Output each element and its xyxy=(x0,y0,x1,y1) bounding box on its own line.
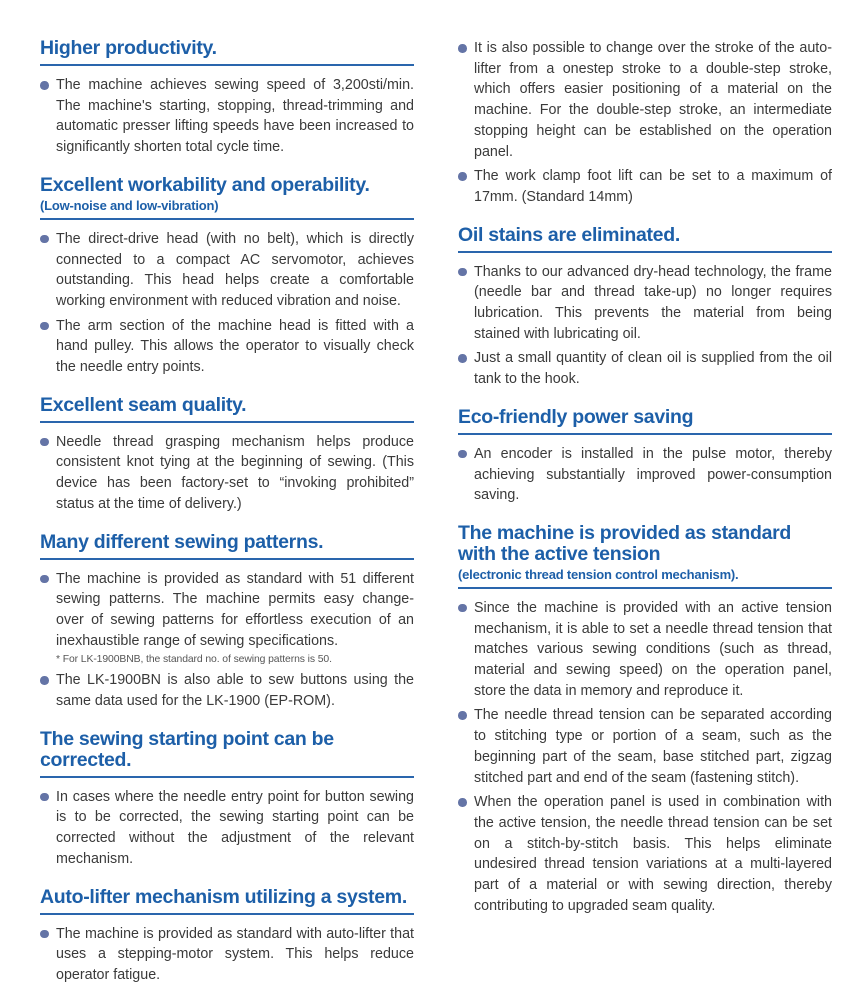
feature-section xyxy=(40,532,414,712)
bullet-list xyxy=(40,924,414,986)
bullet-text: When the operation panel is used in combination with the active tension, the needle thread tension can be set on a stitch-by-stitch basis. This helps eliminate undesired thread tension variations at a multi-layered part of a material or with sewing direction, thereby contributing to upgraded seam quality. xyxy=(474,794,832,914)
bullet-list xyxy=(40,229,414,378)
section-title: Excellent workability and operability. xyxy=(40,173,370,196)
bullet-item xyxy=(40,316,414,378)
bullet-text: The work clamp foot lift can be set to a maximum of 17mm. (Standard 14mm) xyxy=(474,168,832,205)
bullet-list xyxy=(458,38,832,208)
bullet-item xyxy=(40,670,414,711)
bullet-list xyxy=(458,598,832,917)
bullet-dot-icon xyxy=(40,575,49,584)
bullet-dot-icon xyxy=(458,268,467,277)
bullet-footnote: * For LK-1900BNB, the standard no. of sewing patterns is 50. xyxy=(56,654,332,666)
bullet-dot-icon xyxy=(458,44,467,53)
bullet-item xyxy=(40,924,414,986)
bullet-item xyxy=(40,229,414,312)
section-underline-rule xyxy=(40,913,414,915)
bullet-dot-icon xyxy=(458,711,467,720)
bullet-item xyxy=(458,262,832,345)
bullet-list xyxy=(40,75,414,158)
section-underline-rule xyxy=(458,587,832,589)
section-title: Eco-friendly power saving xyxy=(458,405,694,428)
feature-section xyxy=(458,225,832,390)
bullet-item xyxy=(40,75,414,158)
bullet-list xyxy=(40,432,414,515)
bullet-dot-icon xyxy=(458,798,467,807)
bullet-item xyxy=(458,348,832,389)
section-subtitle: (electronic thread tension control mechanism). xyxy=(458,566,739,582)
bullet-dot-icon xyxy=(40,793,49,802)
bullet-item xyxy=(458,705,832,788)
feature-section xyxy=(40,38,414,158)
bullet-item xyxy=(458,38,832,162)
bullet-dot-icon xyxy=(40,235,49,244)
bullet-list xyxy=(458,444,832,506)
bullet-text: Since the machine is provided with an active tension mechanism, it is able to set a needle thread tension that matches various sewing conditions (such as thread, material and sewing speed) on the operation panel, store the data in memory and reproduce it. xyxy=(474,599,832,699)
section-title: The sewing starting point can be corrected. xyxy=(40,727,334,771)
feature-section xyxy=(40,175,414,378)
bullet-text: The LK-1900BN is also able to sew buttons using the same data used for the LK-1900 (EP-ROM). xyxy=(56,672,414,710)
bullet-text: The machine is provided as standard with 51 different sewing patterns. The machine permits easy change-over of sewing patterns for effortless execution of an inexhaustible range of sewing specifications. xyxy=(56,570,414,649)
bullet-list xyxy=(40,787,414,870)
bullet-text: The machine achieves sewing speed of 3,200sti/min. The machine's starting, stopping, thread-trimming and automatic presser lifting speeds have been increased to significantly shorten total cycle time. xyxy=(56,77,414,156)
bullet-item xyxy=(458,444,832,506)
bullet-item xyxy=(40,432,414,515)
feature-section xyxy=(458,38,832,208)
bullet-dot-icon xyxy=(458,604,467,613)
bullet-text: The machine is provided as standard with auto-lifter that uses a stepping-motor system. This helps reduce operator fatigue. xyxy=(56,925,414,983)
bullet-text: Just a small quantity of clean oil is supplied from the oil tank to the hook. xyxy=(474,350,832,388)
section-title: Oil stains are eliminated. xyxy=(458,223,680,246)
column-left xyxy=(40,37,414,983)
section-subtitle: (Low-noise and low-vibration) xyxy=(40,197,219,213)
feature-section xyxy=(458,407,832,506)
section-underline-rule xyxy=(40,421,414,423)
section-title: Auto-lifter mechanism utilizing a system. xyxy=(40,885,407,908)
section-underline-rule xyxy=(40,218,414,220)
bullet-list xyxy=(40,569,414,712)
bullet-text: Needle thread grasping mechanism helps produce consistent knot tying at the beginning of sewing. (This device has been factory-set to “invoking prohibited” status at the time of delivery.) xyxy=(56,433,414,512)
bullet-text: It is also possible to change over the stroke of the auto-lifter from a onestep stroke to a double-step stroke, which offers easier positioning of a material on the machine. For the double-step stroke, an intermediate stopping height can be established on the operation panel. xyxy=(474,40,832,160)
bullet-dot-icon xyxy=(40,676,49,685)
section-underline-rule xyxy=(40,64,414,66)
section-underline-rule xyxy=(40,776,414,778)
section-title: Excellent seam quality. xyxy=(40,393,247,416)
feature-section xyxy=(40,395,414,515)
section-underline-rule xyxy=(458,251,832,253)
bullet-text: The direct-drive head (with no belt), which is directly connected to a compact AC servomotor, achieves outstanding. This head helps create a comfortable working environment with reduced vibration and noise. xyxy=(56,230,414,309)
bullet-dot-icon xyxy=(40,81,49,90)
bullet-dot-icon xyxy=(40,438,49,447)
feature-section xyxy=(458,523,832,917)
section-title: Many different sewing patterns. xyxy=(40,530,324,553)
bullet-item xyxy=(40,569,414,667)
bullet-item xyxy=(458,166,832,207)
bullet-text: An encoder is installed in the pulse motor, thereby achieving substantially improved power-consumption saving. xyxy=(474,445,832,504)
bullet-list xyxy=(458,262,832,390)
bullet-text: The needle thread tension can be separated according to stitching type or portion of a seam, such as the beginning part of the seam, base stitched part, zigzag stitched part and end of the seam (fastening stitch). xyxy=(474,707,832,786)
bullet-text: Thanks to our advanced dry-head technology, the frame (needle bar and thread take-up) no longer requires lubrication. This prevents the material from being stained with lubricating oil. xyxy=(474,263,832,342)
bullet-text: In cases where the needle entry point for button sewing is to be corrected, the sewing starting point can be corrected without the adjustment of the relevant mechanism. xyxy=(56,788,414,867)
bullet-dot-icon xyxy=(458,450,467,459)
bullet-text: The arm section of the machine head is fitted with a hand pulley. This allows the operator to visually check the needle entry points. xyxy=(56,317,414,376)
bullet-item xyxy=(458,598,832,702)
bullet-dot-icon xyxy=(458,172,467,181)
bullet-dot-icon xyxy=(40,930,49,939)
section-title: Higher productivity. xyxy=(40,37,217,59)
bullet-item xyxy=(40,787,414,870)
bullet-dot-icon xyxy=(40,322,49,331)
feature-section xyxy=(40,729,414,870)
section-underline-rule xyxy=(458,433,832,435)
column-right xyxy=(458,38,832,924)
section-title: The machine is provided as standard with the active tension xyxy=(458,521,792,565)
bullet-item xyxy=(458,792,832,916)
feature-section xyxy=(40,887,414,986)
section-underline-rule xyxy=(40,558,414,560)
bullet-dot-icon xyxy=(458,354,467,363)
